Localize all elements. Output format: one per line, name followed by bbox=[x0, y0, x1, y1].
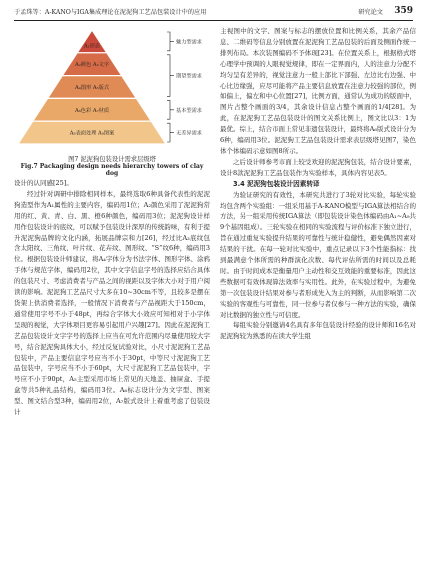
need-type-label: 基本型需求 bbox=[176, 107, 202, 114]
running-header bbox=[14, 7, 413, 21]
need-type-label: 无差异需求 bbox=[176, 130, 202, 137]
pyramid-level-label: A₂颜色 A₃文字 bbox=[74, 62, 110, 69]
figure-caption-en: Fig.7 Packaging design needs hierarchy towers of clay dog bbox=[20, 163, 204, 177]
figure-7 bbox=[14, 26, 210, 176]
pyramid-level-label: A₁形态 bbox=[83, 43, 101, 50]
paragraph: 经过针对调研中排除相同样本，最终选取6种具备代表性的泥泥狗造型作为A₁属性的主要内容，编码用1位；A₂颜色采用了泥泥狗常用的红、黄、青、白、黑、橙6种颜色，编码用3位；泥泥狗设计样用作包装设计的底纹，可以赋予包装设计深厚的传统韵味，有利于提升泥泥狗品牌的文化内涵，拓展品牌宗和力[26]，经过比A₃底纹包含太阳纹、三角纹、叶片纹、花卉纹、图形纹、“S”纹6种，编码用3位。根据包装设计师建议，将A₄字体分为书法字体、图形字体、涂鸦手体与规范字体，编码用2位，其中文字信息字号的选择应结合具体的包装尺寸、考虑消费者与产品之间的视距以及字体大小对于用户阅读的影响。泥泥狗工艺品尺寸大多在10~30cm不等，且较多是摆在货架上供消费者选择，一般情况下消费者与产品视距大于150cm，通常使用字号不小于48pt，再综合字体大小效应可知相对于小字体呈现的视觉，大字体项目更容易引起用户兴趣[27]。因此在泥泥狗工艺品包装设计文字字号的选择上应当在可允许范围内尽量使用较大字号，结合泥泥狗具体大小，经过反复试验对比，小尺寸泥泥狗工艺品包装中，产品主要信息字号应当不小于30pt，中等尺寸泥泥狗工艺品包装中，字号应当不小于60pt，大尺寸泥泥狗工艺品包装中，字号应不小于90pt，A₅主型采用市场上常见的天地盖、抽屉盒、手提盒等共5种礼品结构，编码用3位。A₆标志设计分为文字型、图案型、图文结合型3种，编码用2位，A₇版式设计上着重考虑了包装设计 bbox=[14, 189, 210, 417]
bracket-line bbox=[167, 55, 174, 97]
pyramid-level-label: A₈表面处理 A₉图案 bbox=[69, 130, 115, 137]
right-column bbox=[220, 26, 416, 342]
running-title: 于孟珠等：A-KANO与IGA集成理论在泥泥狗工艺品包装设计中的应用 bbox=[14, 9, 207, 16]
bracket-line bbox=[167, 100, 174, 119]
bracket-line bbox=[167, 32, 174, 51]
hierarchy-pyramid bbox=[14, 26, 210, 154]
paragraph: 之后设计师参考市面上较受欢迎的泥泥狗包装，结合设计要素，设计8款泥泥狗工艺品包装作为实验样本，具体内容见表5。 bbox=[220, 157, 416, 177]
figure-caption-cn: 图7 泥泥狗包装设计需求层级塔 bbox=[68, 156, 156, 163]
pyramid-level-label: A₄图形 A₅版式 bbox=[74, 85, 110, 91]
paragraph: 每组实验分别邀请4名具有多年包装设计经验的设计师和16名对泥泥狗较为熟悉的在读大学生组 bbox=[220, 321, 416, 341]
need-type-label: 魅力型需求 bbox=[176, 39, 202, 46]
need-type-label: 期望型需求 bbox=[176, 73, 202, 80]
section-heading: 3.4 泥泥狗包装设计因素转译 bbox=[233, 179, 320, 188]
page-number: 359 bbox=[394, 6, 413, 16]
paragraph: 为验证研究的有效性，本研究共进行了3轮对比实验，每轮实验均包含两个实验组：一组采用基于A-KANO模型与IGA算法相结合的方法，另一组采用传统IGA算法（即包装设计染色体编码由A₁~A₉共9个基因组成）。三轮实验在相同的实验流程与评价标准下独立进行，旨在通过重复实验提升结果的可靠性与统计稳健性，避免偶然因素对结果的干扰。在每一轮对比实验中，重点记录以下3个性能指标：找到最满意个体所需的种群演化次数、每代评估所需的时间以及总耗时。由于时间成本是衡量用户主动性和交互效能的重要标准，因此这些数据可有效体现算法效率与实用性。此外，在实验过程中，为避免第一次包装设计结果对参与者形成先入为主的判断，从而影响第二次实验的客观性与可靠性，同一位参与者仅参与一种方法的实验，确保对比数据的独立性与可信度。 bbox=[220, 190, 416, 319]
journal-section: 研究论文 bbox=[358, 9, 383, 16]
paragraph: 设计的认同感[25]。 bbox=[14, 179, 73, 187]
pyramid-level-label: A₆色彩 A₇材质 bbox=[74, 107, 110, 114]
paragraph: 主视图中的文字、图案与标志的摆放位置和比例关系，其余产品信息、二维码等信息分别放置在泥泥狗工艺品包装的后面及侧面作统一排列布局。本次装图编码不予体现[23]。在位置关系上，根据格式塔心理学中预调的人眼视觉规律，即在一定界面内，人的注意力分配不均匀呈有差异的，视觉注意力一般上部比下部强、左边比右边强、中心比边缘强，应尽可能将产品主要信息放置在注意力较强的部位，例如偏上，偏左和中心位置[27]，比例方面，通常认为成功的版面中，图片占整个画面的3/4，其余设计信息占整个画面的1/4[28]。为此，在泥泥狗工艺品包装设计的图文关系比例上，图文比以3：1为最优。综上，结合市面上常见非遗包装设计，最终将A₆版式设计分为6种，编码用3位。泥泥狗工艺品包装设计需求表层级塔见图7，染色体个体编码示意如图8所示。 bbox=[220, 27, 416, 155]
bracket-line bbox=[167, 123, 174, 142]
left-column bbox=[14, 178, 210, 418]
